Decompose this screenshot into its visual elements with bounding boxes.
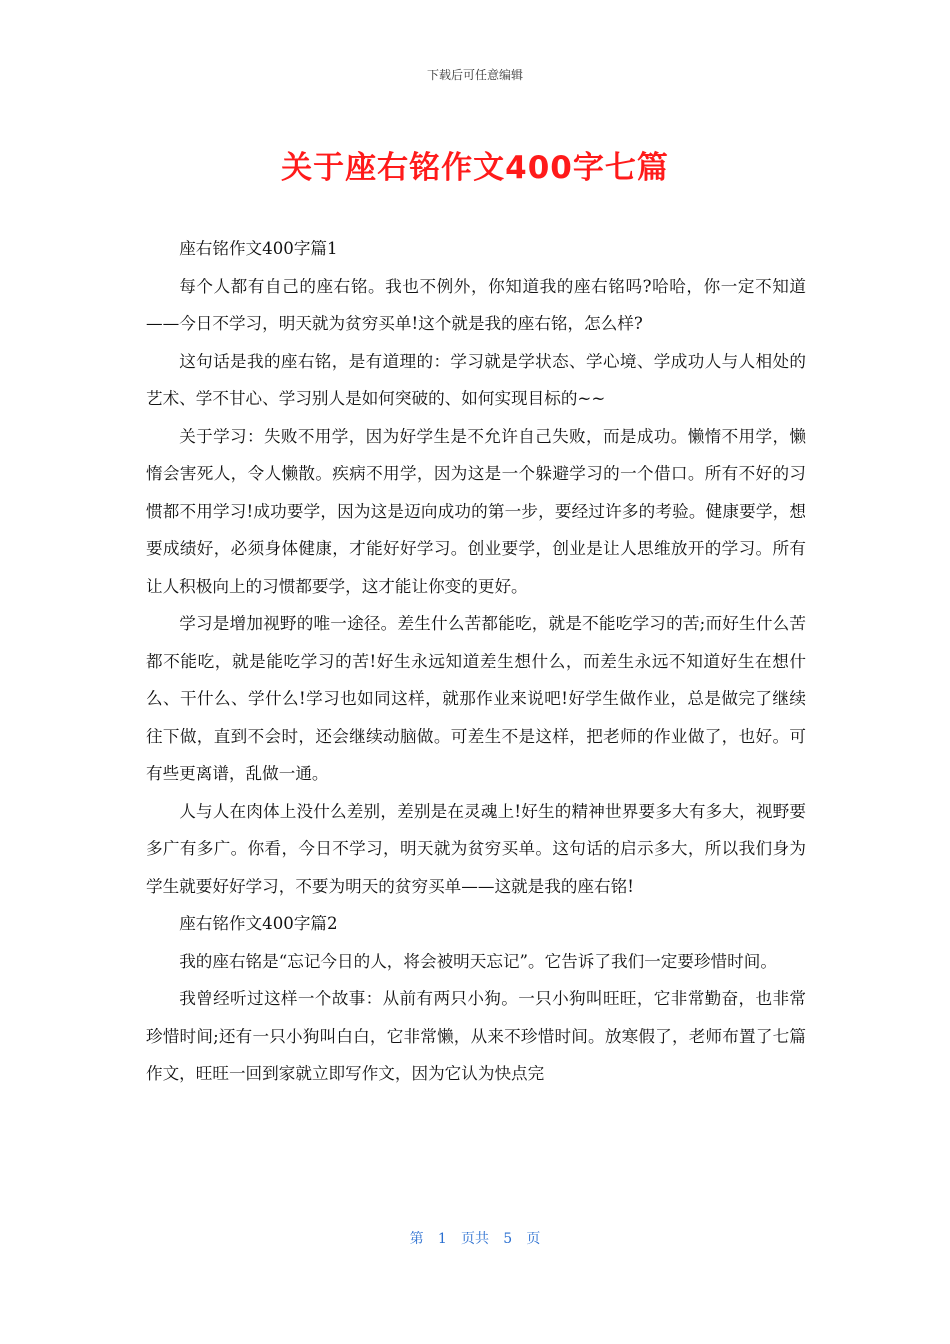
paragraph: 关于学习：失败不用学，因为好学生是不允许自己失败，而是成功。懒惰不用学，懒惰会害死人，令人懒散。疾病不用学，因为这是一个躲避学习的一个借口。所有不好的习惯都不用学习!成功要学，因为这是迈向成功的第一步，要经过许多的考验。健康要学，想要成绩好，必须身体健康，才能好好学习。创业要学，创业是让人思维放开的学习。所有让人积极向上的习惯都要学，这才能让你变的更好。 <box>146 426 806 596</box>
paragraph: 学习是增加视野的唯一途径。差生什么苦都能吃，就是不能吃学习的苦;而好生什么苦都不能吃，就是能吃学习的苦!好生永远知道差生想什么，而差生永远不知道好生在想什么、干什么、学什么!学习也如同这样，就那作业来说吧!好学生做作业，总是做完了继续往下做，直到不会时，还会继续动脑做。可差生不是这样，把老师的作业做了，也好。可有些更离谱，乱做一通。 <box>146 614 806 783</box>
paragraph: 我曾经听过这样一个故事：从前有两只小狗。一只小狗叫旺旺，它非常勤奋，也非常珍惜时间;还有一只小狗叫白白，它非常懒，从来不珍惜时间。放寒假了，老师布置了七篇作文，旺旺一回到家就立即写作文，因为它认为快点完 <box>146 989 806 1083</box>
paragraph: 每个人都有自己的座右铭。我也不例外，你知道我的座右铭吗?哈哈，你一定不知道——今日不学习，明天就为贫穷买单!这个就是我的座右铭，怎么样? <box>146 276 806 333</box>
paragraph: 这句话是我的座右铭，是有道理的：学习就是学状态、学心境、学成功人与人相处的艺术、学不甘心、学习别人是如何突破的、如何实现目标的~~ <box>146 351 806 408</box>
section-heading-2: 座右铭作文400字篇2 <box>179 914 338 933</box>
document-body <box>146 230 806 1093</box>
paragraph: 我的座右铭是“忘记今日的人，将会被明天忘记”。它告诉了我们一定要珍惜时间。 <box>179 951 777 971</box>
paragraph: 人与人在肉体上没什么差别，差别是在灵魂上!好生的精神世界要多大有多大，视野要多广有多广。你看，今日不学习，明天就为贫穷买单。这句话的启示多大，所以我们身为学生就要好好学习，不要为明天的贫穷买单——这就是我的座右铭! <box>146 801 806 896</box>
document-title: 关于座右铭作文400字七篇 <box>281 150 669 186</box>
section-heading-1: 座右铭作文400字篇1 <box>179 239 338 258</box>
header-note: 下载后可任意编辑 <box>426 68 523 82</box>
page-footer: 第 1 页共 5 页 <box>409 1231 541 1247</box>
